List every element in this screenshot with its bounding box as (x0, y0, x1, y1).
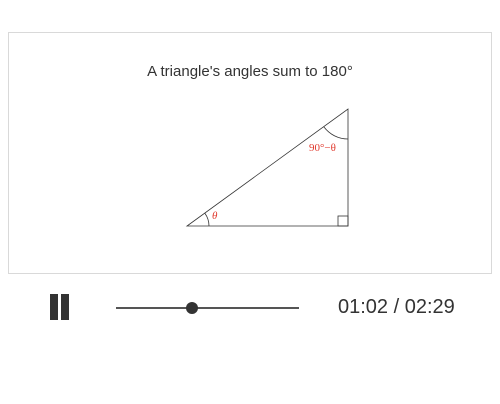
progress-slider[interactable] (116, 300, 299, 316)
top-angle-label: 90°−θ (309, 142, 336, 154)
current-time: 01:02 (338, 296, 389, 318)
top-angle-arc (324, 127, 348, 139)
progress-handle[interactable] (186, 302, 198, 314)
right-angle-marker (338, 216, 348, 226)
progress-track (116, 307, 299, 309)
video-frame[interactable] (8, 32, 492, 274)
total-time: 02:29 (404, 296, 455, 318)
pause-button[interactable] (46, 292, 74, 324)
bottom-angle-arc (205, 213, 209, 226)
bottom-angle-label: θ (212, 210, 218, 222)
pause-icon-bar (61, 294, 69, 320)
triangle-diagram (9, 33, 491, 273)
pause-icon (50, 294, 58, 320)
time-readout (338, 296, 455, 319)
player-controls (0, 282, 500, 334)
time-separator: / (388, 296, 405, 318)
slide-title: A triangle's angles sum to 180° (147, 63, 353, 80)
